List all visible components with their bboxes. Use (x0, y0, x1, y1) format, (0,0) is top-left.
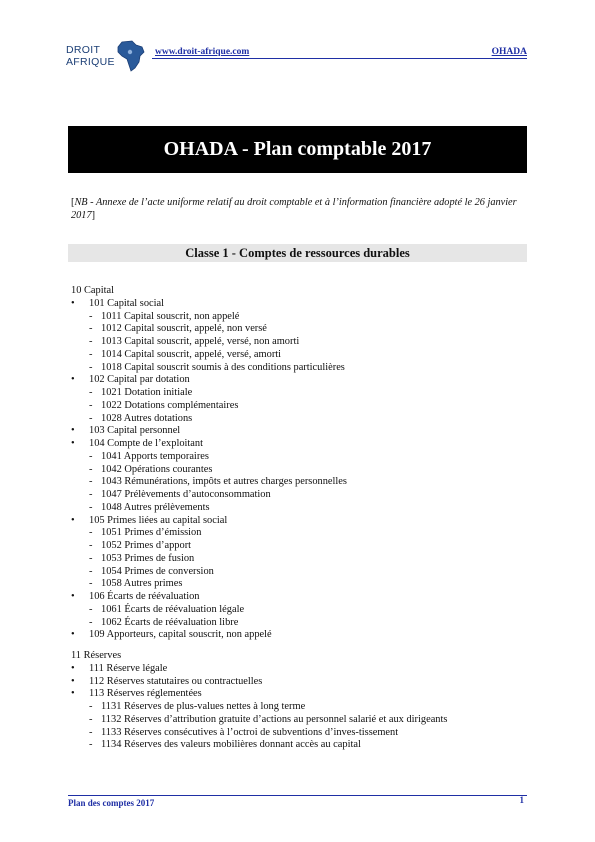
account-label: 112 Réserves statutaires ou contractuelles (89, 675, 263, 687)
sub-account-label: 1053 Primes de fusion (101, 552, 195, 564)
sub-account-item (71, 311, 531, 324)
dash-marker: - (89, 387, 93, 398)
account-label: 101 Capital social (89, 297, 165, 309)
dash-marker: - (89, 450, 93, 462)
dash-marker: - (89, 463, 93, 475)
dash-marker: - (89, 726, 93, 738)
account-item (71, 663, 531, 676)
sub-account-label: 1132 Réserves d’attribution gratuite d’actions au personnel salarié et aux dirigeants (101, 713, 448, 725)
account-label: 111 Réserve légale (89, 662, 168, 674)
note-text: NB - Annexe de l’acte uniforme relatif au droit comptable et à l’information financière adopté le 26 janvier 2017 (71, 197, 517, 221)
sub-account-item (71, 714, 531, 727)
sub-account-label: 1043 Rémunérations, impôts et autres charges personnelles (101, 476, 347, 488)
page-number: 1 (519, 795, 524, 805)
note-close-bracket: ] (91, 209, 96, 221)
sub-account-item (71, 489, 531, 502)
bullet-icon: • (71, 688, 75, 700)
sub-account-item (71, 701, 531, 714)
account-section (71, 285, 531, 642)
account-list (71, 285, 531, 752)
sub-account-item (71, 540, 531, 553)
droit-afrique-logo (66, 38, 148, 78)
sub-account-item (71, 413, 531, 426)
dash-marker: - (89, 739, 93, 751)
dash-marker: - (89, 701, 93, 712)
bullet-icon: • (71, 297, 75, 309)
sub-account-item (71, 578, 531, 591)
sub-account-item (71, 527, 531, 540)
account-item (71, 438, 531, 451)
account-item (71, 298, 531, 311)
page-title: OHADA - Plan comptable 2017 (68, 126, 527, 173)
dash-marker: - (89, 310, 93, 322)
sub-account-item (71, 739, 531, 752)
dash-marker: - (89, 476, 93, 488)
dash-marker: - (89, 361, 93, 373)
account-item (71, 688, 531, 701)
sub-account-item (71, 553, 531, 566)
header-ohada-label: OHADA (491, 47, 527, 57)
sub-account-label: 1048 Autres prélèvements (101, 501, 210, 513)
account-item (71, 515, 531, 528)
sub-account-label: 1047 Prélèvements d’autoconsommation (101, 489, 271, 500)
account-item (71, 374, 531, 387)
dash-marker: - (89, 565, 93, 577)
section-title: 11 Réserves (71, 650, 122, 661)
sub-account-label: 1133 Réserves consécutives à l’octroi de subventions d’inves-tissement (101, 726, 399, 738)
sub-account-item (71, 362, 531, 375)
logo-wordmark (66, 44, 115, 68)
sub-account-label: 1134 Réserves des valeurs mobilières donnant accès au capital (101, 739, 361, 751)
dash-marker: - (89, 552, 93, 564)
dash-marker: - (89, 336, 93, 347)
logo-line-1: DROIT (66, 44, 101, 56)
sub-account-label: 1052 Primes d’apport (101, 540, 192, 551)
account-item (71, 591, 531, 604)
logo-line-2: AFRIQUE (66, 56, 115, 68)
dash-marker: - (89, 323, 93, 335)
header-rule (152, 58, 527, 59)
sub-account-label: 1013 Capital souscrit, appelé, versé, non amorti (101, 336, 300, 347)
dash-marker: - (89, 348, 93, 360)
account-item (71, 629, 531, 642)
sub-account-item (71, 727, 531, 740)
sub-account-item (71, 502, 531, 515)
account-item (71, 425, 531, 438)
dash-marker: - (89, 540, 93, 551)
bullet-icon: • (71, 374, 75, 386)
sub-account-item (71, 323, 531, 336)
sub-account-item (71, 604, 531, 617)
bullet-icon: • (71, 662, 75, 674)
sub-account-label: 1014 Capital souscrit, appelé, versé, amorti (101, 348, 282, 360)
sub-account-label: 1051 Primes d’émission (101, 527, 202, 539)
account-label: 109 Apporteurs, capital souscrit, non appelé (89, 629, 272, 641)
sub-account-item (71, 387, 531, 400)
bullet-icon: • (71, 675, 75, 687)
sub-account-item (71, 451, 531, 464)
account-label: 104 Compte de l’exploitant (89, 438, 203, 449)
sub-account-item (71, 349, 531, 362)
sub-account-item (71, 400, 531, 413)
dash-marker: - (89, 399, 93, 411)
sub-account-label: 1041 Apports temporaires (101, 450, 209, 462)
bullet-icon: • (71, 591, 75, 602)
account-section (71, 650, 531, 752)
sub-account-item (71, 566, 531, 579)
account-label: 113 Réserves réglementées (89, 688, 202, 700)
africa-map-icon (112, 38, 148, 74)
sub-account-label: 1022 Dotations complémentaires (101, 399, 239, 411)
sub-account-label: 1042 Opérations courantes (101, 463, 213, 475)
bullet-icon: • (71, 425, 75, 437)
sub-account-item (71, 336, 531, 349)
account-label: 105 Primes liées au capital social (89, 514, 228, 526)
dash-marker: - (89, 578, 93, 590)
account-label: 102 Capital par dotation (89, 374, 190, 386)
sub-account-label: 1028 Autres dotations (101, 412, 193, 424)
class-heading: Classe 1 - Comptes de ressources durables (68, 244, 527, 262)
account-item (71, 676, 531, 689)
account-label: 103 Capital personnel (89, 425, 181, 437)
sub-account-label: 1062 Écarts de réévaluation libre (101, 616, 239, 628)
sub-account-label: 1021 Dotation initiale (101, 387, 193, 398)
sub-account-label: 1131 Réserves de plus-values nettes à long terme (101, 701, 306, 712)
dash-marker: - (89, 616, 93, 628)
note-open-bracket: [ (71, 197, 75, 208)
adoption-note (71, 197, 527, 222)
bullet-icon: • (71, 629, 75, 641)
dash-marker: - (89, 713, 93, 725)
dash-marker: - (89, 501, 93, 513)
sub-account-label: 1011 Capital souscrit, non appelé (101, 310, 240, 322)
account-label: 106 Écarts de réévaluation (89, 591, 200, 602)
section-title: 10 Capital (71, 285, 114, 296)
sub-account-item (71, 617, 531, 630)
footer-rule (68, 795, 527, 796)
bullet-icon: • (71, 438, 75, 449)
header-site-link[interactable]: www.droit-afrique.com (155, 47, 250, 57)
dash-marker: - (89, 489, 93, 500)
sub-account-label: 1018 Capital souscrit soumis à des conditions particulières (101, 361, 345, 373)
dash-marker: - (89, 412, 93, 424)
sub-account-label: 1054 Primes de conversion (101, 565, 214, 577)
sub-account-item (71, 464, 531, 477)
footer-title: Plan des comptes 2017 (68, 798, 155, 808)
sub-account-label: 1061 Écarts de réévaluation légale (101, 603, 245, 615)
sub-account-item (71, 476, 531, 489)
sub-account-label: 1058 Autres primes (101, 578, 183, 590)
dash-marker: - (89, 527, 93, 539)
dash-marker: - (89, 603, 93, 615)
bullet-icon: • (71, 514, 75, 526)
sub-account-label: 1012 Capital souscrit, appelé, non versé (101, 323, 267, 335)
